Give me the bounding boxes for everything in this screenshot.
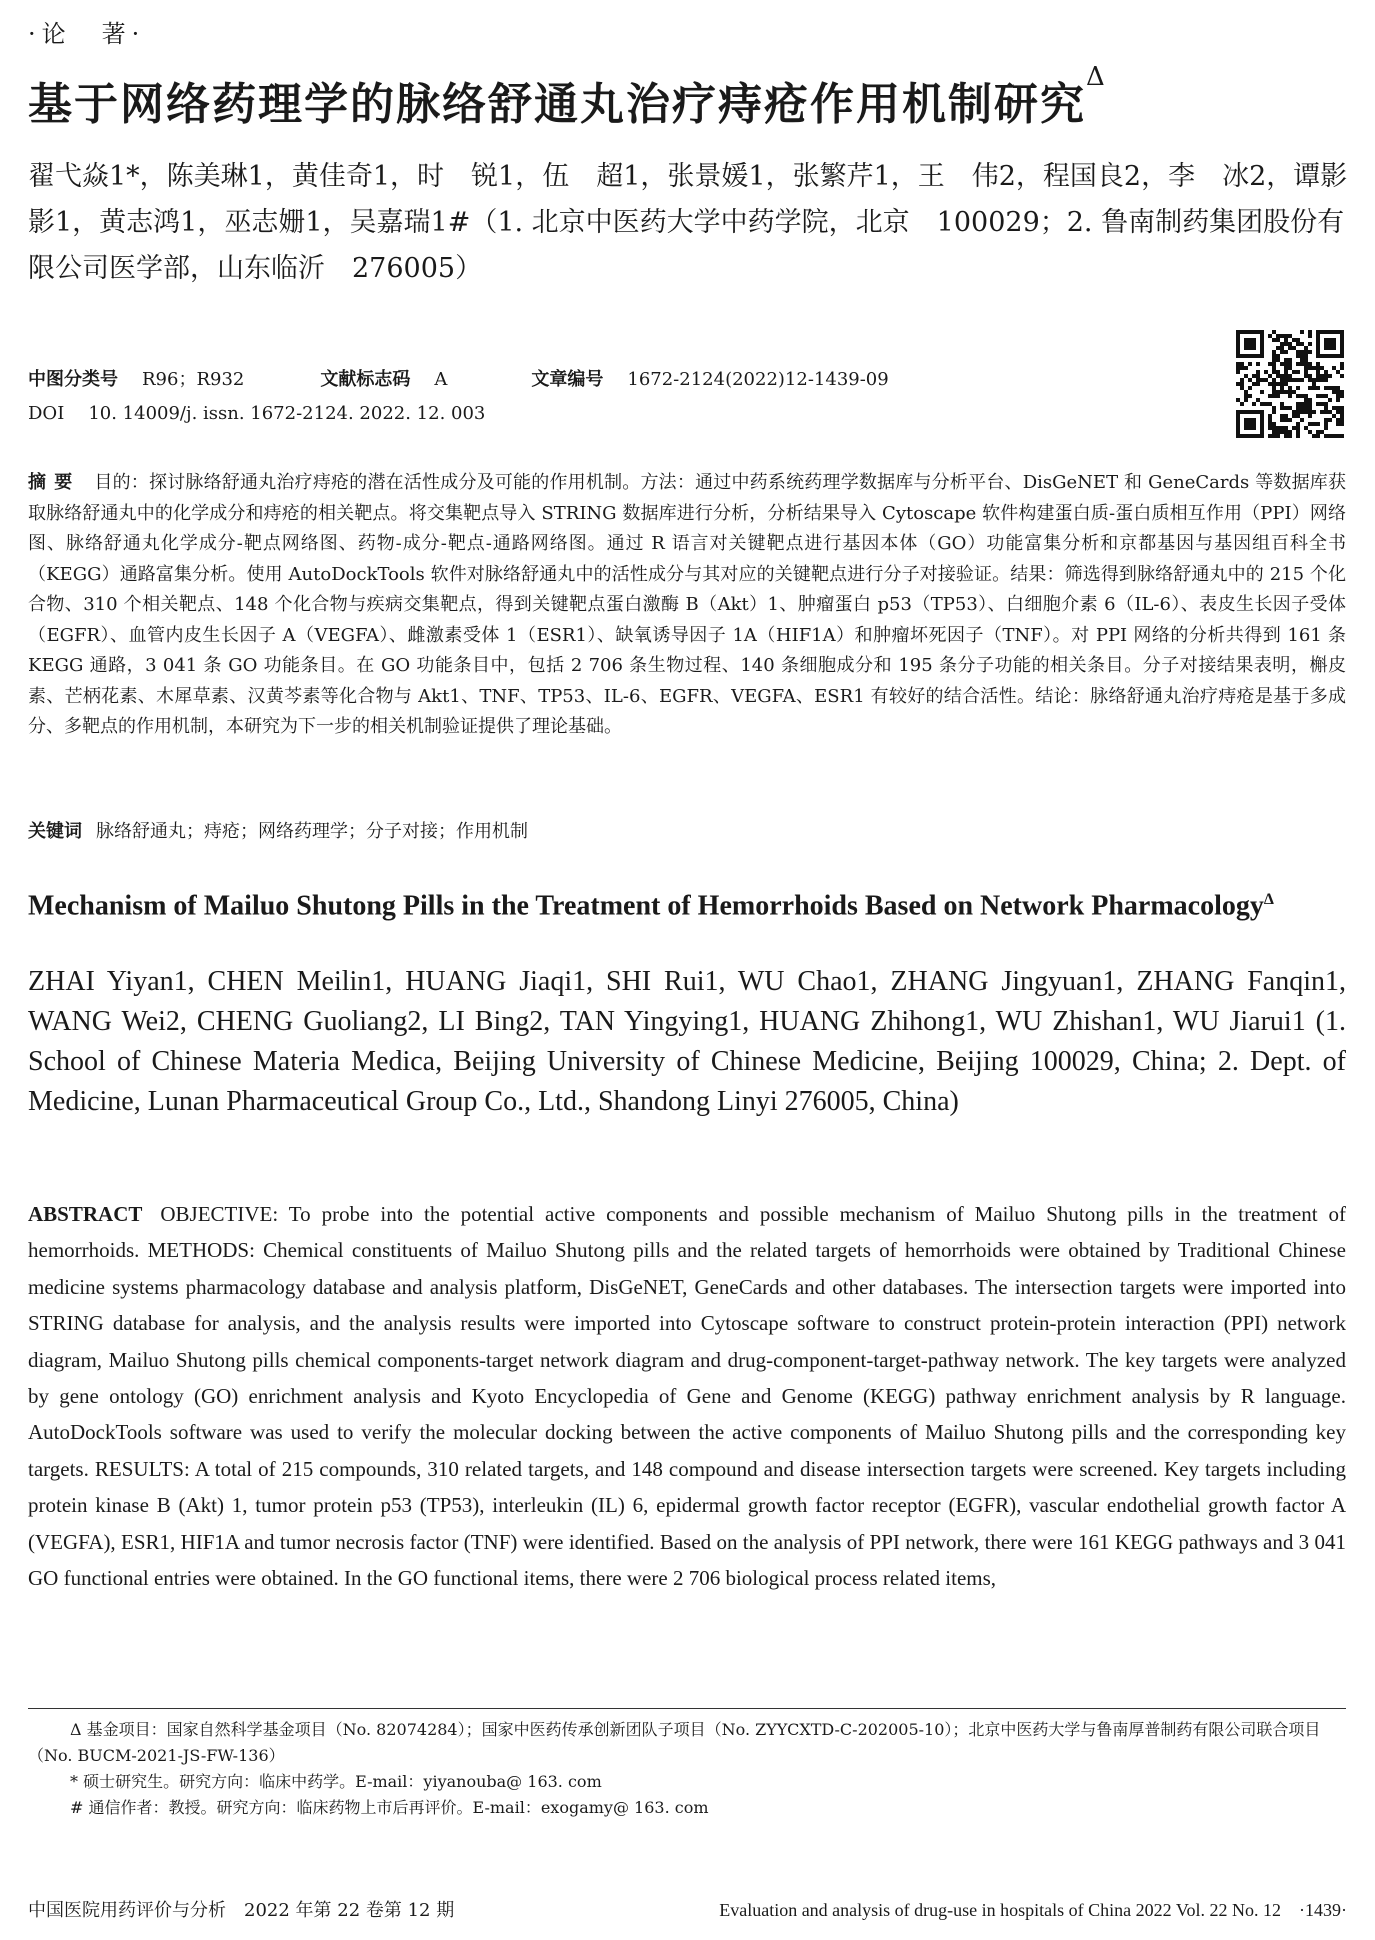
english-title-fund-mark: Δ	[1263, 891, 1274, 908]
chinese-keywords-label: 关键词	[28, 821, 82, 842]
doi-value: 10. 14009/j. issn. 1672-2124. 2022. 12. 003	[88, 403, 486, 424]
chinese-keywords-text: 脉络舒通丸；痔疮；网络药理学；分子对接；作用机制	[96, 821, 528, 842]
english-abstract	[28, 1196, 1346, 1596]
clc-label: 中图分类号	[28, 369, 118, 390]
article-no-value: 1672-2124(2022)12-1439-09	[627, 369, 889, 390]
chinese-abstract-text: 目的：探讨脉络舒通丸治疗痔疮的潜在活性成分及可能的作用机制。方法：通过中药系统药理学数据库与分析平台、DisGeNET 和 GeneCards 等数据库获取脉络舒通丸中的化学成分和痔疮的相关靶点。将交集靶点导入 STRING 数据库进行分析，分析结果导入 Cytoscape 软件构建蛋白质-蛋白质相互作用（PPI）网络图、脉络舒通丸化学成分-靶点网络图、药物-成分-靶点-通路网络图。通过 R 语言对关键靶点进行基因本体（GO）功能富集分析和京都基因与基因组百科全书（KEGG）通路富集分析。使用 AutoDockTools 软件对脉络舒通丸中的活性成分与其对应的关键靶点进行分子对接验证。结果：筛选得到脉络舒通丸中的 215 个化合物、310 个相关靶点、148 个化合物与疾病交集靶点，得到关键靶点蛋白激酶 B（Akt）1、肿瘤蛋白 p53（TP53）、白细胞介素 6（IL-6）、表皮生长因子受体（EGFR）、血管内皮生长因子 A（VEGFA）、雌激素受体 1（ESR1）、缺氧诱导因子 1A（HIF1A）和肿瘤坏死因子（TNF）。对 PPI 网络的分析共得到 161 条 KEGG 通路，3 041 条 GO 功能条目。在 GO 功能条目中，包括 2 706 条生物过程、140 条细胞成分和 195 条分子功能的相关条目。分子对接结果表明，槲皮素、芒柄花素、木犀草素、汉黄芩素等化合物与 Akt1、TNF、TP53、IL-6、EGFR、VEGFA、ESR1 有较好的结合活性。结论：脉络舒通丸治疗痔疮是基于多成分、多靶点的作用机制，本研究为下一步的相关机制验证提供了理论基础。	[28, 472, 1347, 737]
footnotes	[28, 1717, 1346, 1821]
chinese-title-text: 基于网络药理学的脉络舒通丸治疗痔疮作用机制研究	[28, 79, 1086, 130]
classification-row	[28, 368, 889, 392]
chinese-abstract	[28, 468, 1346, 743]
clc-value: R96；R932	[142, 369, 245, 390]
qr-code-icon	[1236, 330, 1344, 438]
english-abstract-label: ABSTRACT	[28, 1202, 143, 1226]
footnote-corresponding-author: # 通信作者：教授。研究方向：临床药物上市后再评价。E-mail：exogamy@ 163. com	[70, 1798, 709, 1817]
footnote-funding: Δ 基金项目：国家自然科学基金项目（No. 82074284）；国家中医药传承创新团队子项目（No. ZYYCXTD-C-202005-10）；北京中医药大学与鲁南厚普制药有限公司联合项目（No. BUCM-2021-JS-FW-136）	[28, 1720, 1321, 1765]
doc-code-value: A	[434, 369, 448, 390]
chinese-title-fund-mark: Δ	[1086, 62, 1107, 92]
doi-row	[28, 402, 485, 426]
chinese-title	[28, 62, 1107, 132]
footnote-divider	[28, 1708, 1346, 1709]
chinese-keywords	[28, 817, 528, 843]
footnote-first-author: * 硕士研究生。研究方向：临床中药学。E-mail：yiyanouba@ 163. com	[70, 1772, 602, 1791]
journal-footer-chinese: 中国医院用药评价与分析 2022 年第 22 卷第 12 期	[28, 1900, 455, 1921]
english-title-text: Mechanism of Mailuo Shutong Pills in the Treatment of Hemorrhoids Based on Network Pharmacology	[28, 890, 1264, 922]
section-tag: ·论 著·	[28, 20, 146, 48]
english-abstract-text: OBJECTIVE: To probe into the potential active components and possible mechanism of Mailuo Shutong pills in the treatment of hemorrhoids. METHODS: Chemical constituents of Mailuo Shutong pills and the related targets of hemorrhoids were obtained by Traditional Chinese medicine systems pharmacology database and analysis platform, DisGeNET, GeneCards and other databases. The intersection targets were imported into STRING database for analysis, and the analysis results were imported into Cytoscape software to construct protein-protein interaction (PPI) network diagram, Mailuo Shutong pills chemical components-target network diagram and drug-component-target-pathway network. The key targets were analyzed by gene ontology (GO) enrichment analysis and Kyoto Encyclopedia of Gene and Genome (KEGG) pathway enrichment analysis by R language. AutoDockTools software was used to verify the molecular docking between the active components of Mailuo Shutong pills and the corresponding key targets. RESULTS: A total of 215 compounds, 310 related targets, and 148 compound and disease intersection targets were screened. Key targets including protein kinase B (Akt) 1, tumor protein p53 (TP53), interleukin (IL) 6, epidermal growth factor receptor (EGFR), vascular endothelial growth factor A (VEGFA), ESR1, HIF1A and tumor necrosis factor (TNF) were identified. Based on the analysis of PPI network, there were 161 KEGG pathways and 3 041 GO functional entries were obtained. In the GO functional items, there were 2 706 biological process related items,	[28, 1202, 1346, 1591]
doc-code-label: 文献标志码	[320, 369, 411, 390]
doi-label: DOI	[28, 403, 65, 424]
chinese-authors: 翟弋焱1*，陈美琳1，黄佳奇1，时 锐1，伍 超1，张景媛1，张繁芹1，王 伟2，程国良2，李 冰2，谭影影1，黄志鸿1，巫志姗1，吴嘉瑞1#（1. 北京中医药大学中药学院，北京 100029；2. 鲁南制药集团股份有限公司医学部，山东临沂 276005）	[28, 161, 1348, 284]
english-authors: ZHAI Yiyan1, CHEN Meilin1, HUANG Jiaqi1, SHI Rui1, WU Chao1, ZHANG Jingyuan1, ZHANG Fanqin1, WANG Wei2, CHENG Guoliang2, LI Bing2, TAN Yingying1, HUANG Zhihong1, WU Zhishan1, WU Jiarui1 (1. School of Chinese Materia Medica, Beijing University of Chinese Medicine, Beijing 100029, China; 2. Dept. of Medicine, Lunan Pharmaceutical Group Co., Ltd., Shandong Linyi 276005, China)	[28, 966, 1346, 1117]
english-title	[28, 880, 1346, 926]
journal-footer-english: Evaluation and analysis of drug-use in hospitals of China 2022 Vol. 22 No. 12 ·1439·	[719, 1900, 1347, 1920]
article-no-label: 文章编号	[531, 369, 604, 390]
chinese-abstract-label: 摘要	[28, 472, 81, 493]
